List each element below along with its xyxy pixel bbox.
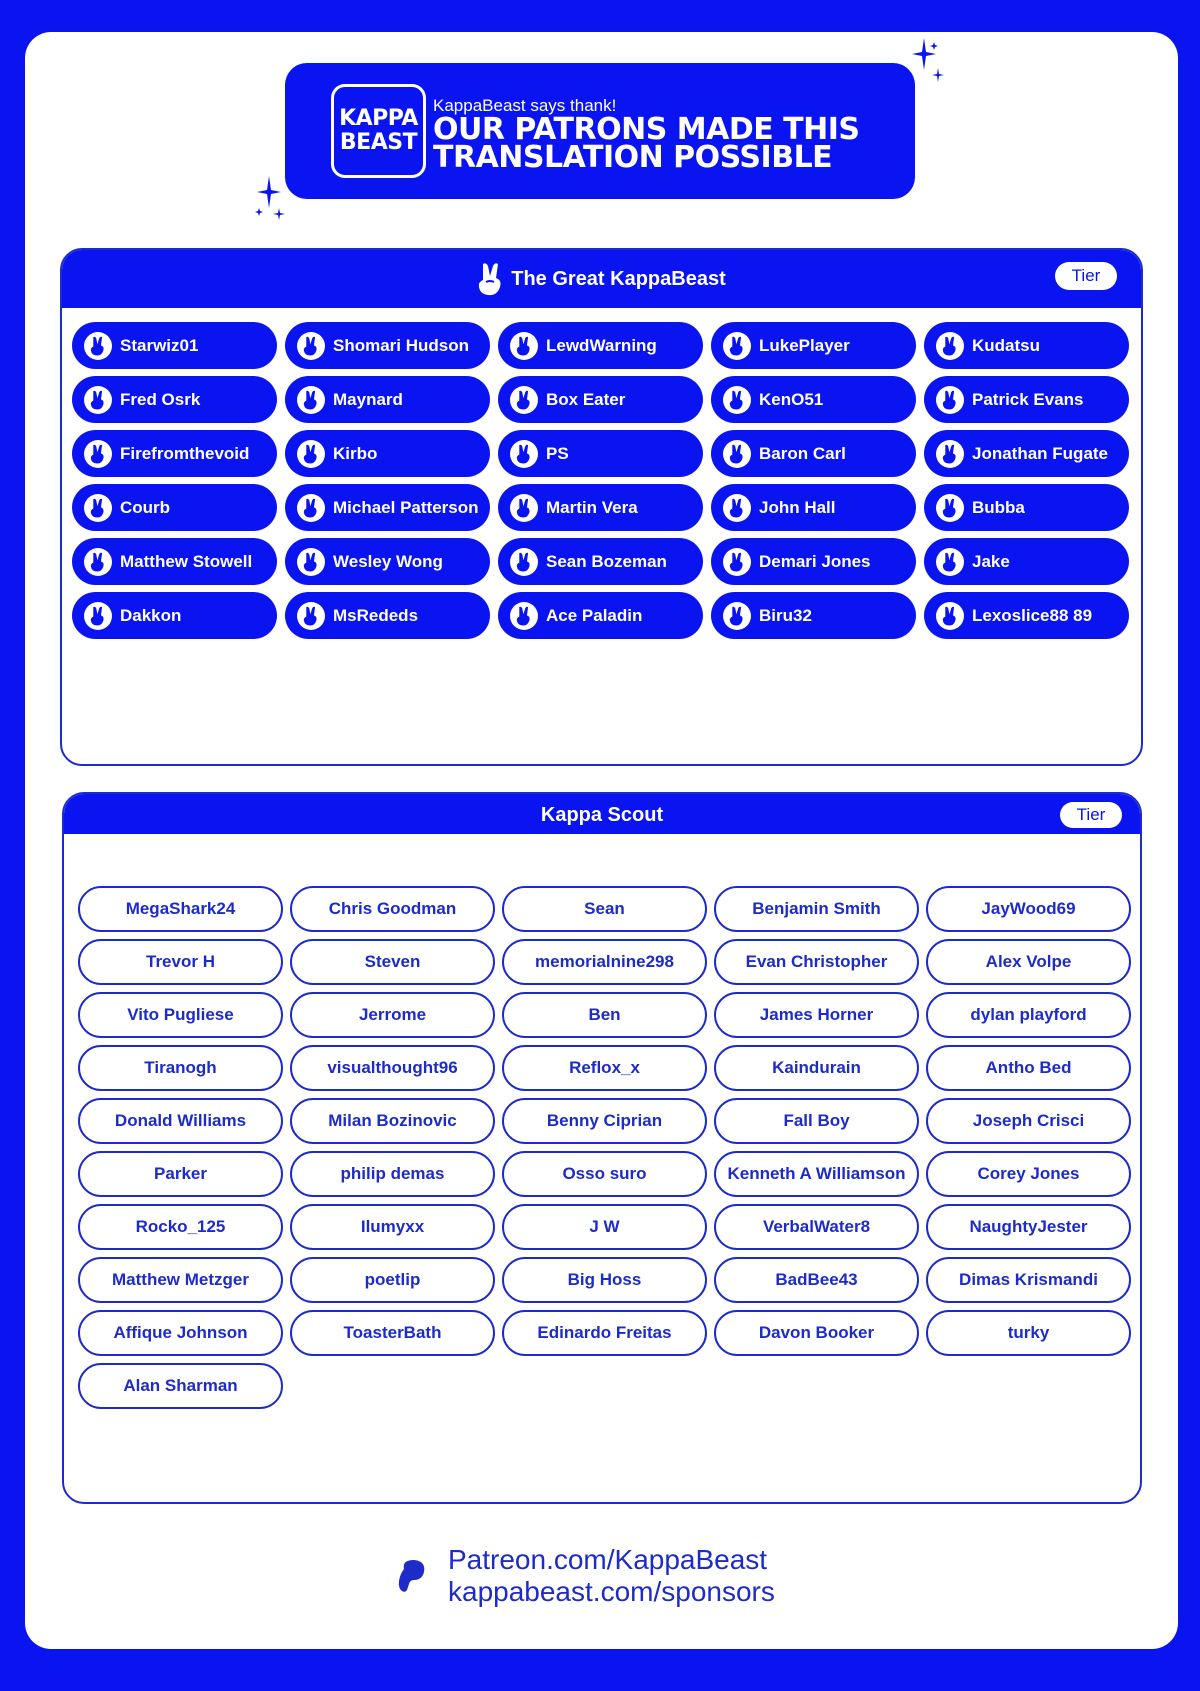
kappabeast-logo [331,84,426,178]
patron-name: NaughtyJester [969,1217,1088,1236]
patron-pill [502,1045,707,1091]
patron-name: Joseph Crisci [972,1111,1085,1130]
patron-pill [78,1045,283,1091]
patron-pill [498,592,703,639]
patron-pill [290,1151,495,1197]
rock-hand-icon [510,440,538,468]
tier-button[interactable]: Tier [1055,262,1117,290]
patron-pill [502,886,707,932]
patron-name: MsRededs [333,605,419,625]
rock-hand-icon [477,262,505,296]
patron-pill [924,376,1129,423]
patron-name: KenO51 [759,389,824,409]
patron-name: Parker [154,1164,207,1183]
patron-pill [285,322,490,369]
banner-title-line-2: TRANSLATION POSSIBLE [433,140,833,175]
patron-name: Kudatsu [972,335,1040,355]
rock-hand-icon [510,494,538,522]
patron-pill [924,592,1129,639]
patron-pill [924,322,1129,369]
patron-name: poetlip [364,1270,421,1289]
patron-pill [78,886,283,932]
rock-hand-icon [936,548,964,576]
patron-name: visualthought96 [327,1058,458,1077]
patron-pill [926,886,1131,932]
patron-pill [78,939,283,985]
tier-title: Kappa Scout [540,804,664,826]
patron-name: Box Eater [546,389,626,409]
patron-name: PS [546,443,569,463]
patron-pill [498,484,703,531]
patron-name: Jerrome [358,1005,427,1024]
patron-pill [714,992,919,1038]
patron-name: Kirbo [333,443,378,463]
patron-name: Steven [364,952,421,971]
patron-pill [924,484,1129,531]
patron-name: Baron Carl [759,443,846,463]
patron-pill [714,939,919,985]
patron-pill [926,1310,1131,1356]
patron-name: Benjamin Smith [752,899,881,918]
patron-pill [78,1151,283,1197]
patron-name: Jake [972,551,1010,571]
patron-name: Patrick Evans [972,389,1084,409]
patron-name: Vito Pugliese [127,1005,234,1024]
patron-name: Kaindurain [772,1058,861,1077]
patron-name: Starwiz01 [120,335,199,355]
patron-pill [714,1257,919,1303]
rock-hand-icon [297,494,325,522]
rock-hand-icon [297,386,325,414]
patron-name: Fred Osrk [120,389,201,409]
rock-hand-icon [723,332,751,360]
patron-name: Davon Booker [758,1323,875,1342]
patron-name: John Hall [759,497,836,517]
patron-pill [711,322,916,369]
patron-name: James Horner [759,1005,874,1024]
patron-pill [498,430,703,477]
patron-name: Firefromthevoid [120,443,250,463]
patron-pill [290,1257,495,1303]
patron-pill [924,430,1129,477]
patron-name: Reflox_x [569,1058,640,1077]
patron-pill [711,376,916,423]
rock-hand-icon [723,548,751,576]
patron-pill [72,376,277,423]
rock-hand-icon [936,386,964,414]
patron-name: Michael Patterson [333,497,479,517]
patron-pill [714,1204,919,1250]
patron-pill [290,1045,495,1091]
patron-name: Martin Vera [546,497,638,517]
banner-subtitle: KappaBeast says thank! [433,96,617,115]
patreon-link[interactable]: Patreon.com/KappaBeast [448,1544,768,1575]
rock-hand-icon [84,494,112,522]
patron-name: Biru32 [759,605,812,625]
patron-pill [78,1310,283,1356]
rock-hand-icon [84,440,112,468]
patron-pill [498,322,703,369]
patron-pill [78,1257,283,1303]
patron-name: Evan Christopher [745,952,888,971]
patron-name: JayWood69 [981,899,1076,918]
banner-title [433,112,860,175]
patron-pill [926,1204,1131,1250]
patron-name: Tiranogh [144,1058,217,1077]
sparkle-icon [255,174,289,229]
rock-hand-icon [84,332,112,360]
patron-name: Kenneth A Williamson [727,1164,906,1183]
patron-name: Matthew Stowell [120,551,253,571]
patron-name: Dakkon [120,605,182,625]
rock-hand-icon [936,602,964,630]
patron-name: Ace Paladin [546,605,643,625]
rock-hand-icon [84,602,112,630]
banner-title-line-1: OUR PATRONS MADE THIS [433,112,860,147]
patron-name: Osso suro [562,1164,647,1183]
tier-header [62,250,1141,308]
patron-pill [290,1098,495,1144]
rock-hand-icon [510,548,538,576]
patron-pill [502,1151,707,1197]
footer-links [398,1544,775,1608]
patron-name: Wesley Wong [333,551,443,571]
tier-button[interactable]: Tier [1060,802,1122,828]
rock-hand-icon [84,386,112,414]
rock-hand-icon [936,494,964,522]
patron-name: Benny Ciprian [546,1111,663,1130]
patron-name: Affique Johnson [113,1323,248,1342]
patron-pill [714,1098,919,1144]
tier-section-great-kappabeast [60,248,1143,766]
rock-hand-icon [84,548,112,576]
patron-name: Bubba [972,497,1025,517]
patron-name: Trevor H [146,952,215,971]
rock-hand-icon [723,440,751,468]
patron-pill [285,592,490,639]
patron-pill [498,376,703,423]
tier-header [64,794,1140,834]
patron-pill [285,430,490,477]
patron-name: Edinardo Freitas [537,1323,672,1342]
patron-name: ToasterBath [343,1323,442,1342]
patron-name: Maynard [333,389,403,409]
patron-pill [290,1204,495,1250]
patron-name: Big Hoss [567,1270,642,1289]
patron-pill [714,1151,919,1197]
patron-name: LewdWarning [546,335,657,355]
patron-name: philip demas [340,1164,445,1183]
patron-pill [72,592,277,639]
patron-pill [78,1204,283,1250]
rock-hand-icon [723,494,751,522]
patron-name: Ben [588,1005,621,1024]
patron-pill [72,322,277,369]
patron-name: memorialnine298 [535,952,674,971]
patreon-icon [398,1559,428,1593]
patron-name: Antho Bed [985,1058,1072,1077]
patron-pill [72,484,277,531]
tier-section-kappa-scout [62,792,1142,1504]
patron-name: dylan playford [970,1005,1087,1024]
rock-hand-icon [723,386,751,414]
patron-pill [290,939,495,985]
patron-pill [711,430,916,477]
patron-pill [502,1204,707,1250]
patron-name: Shomari Hudson [333,335,470,355]
patron-pill [714,1045,919,1091]
patron-name: Donald Williams [114,1111,247,1130]
patron-name: Demari Jones [759,551,871,571]
patron-pill [285,484,490,531]
rock-hand-icon [510,602,538,630]
patron-name: LukePlayer [759,335,850,355]
patron-pill [290,886,495,932]
patron-name: Matthew Metzger [112,1270,249,1289]
patron-pill [711,592,916,639]
patron-pill [72,430,277,477]
patron-name: Chris Goodman [328,899,457,918]
sparkle-icon [912,38,946,93]
tier-title: The Great KappaBeast [511,268,726,290]
logo-line-2: BEAST [339,130,418,155]
patron-name: Dimas Krismandi [959,1270,1098,1289]
patron-pill [502,939,707,985]
rock-hand-icon [723,602,751,630]
rock-hand-icon [510,386,538,414]
patron-pill [78,1098,283,1144]
patron-pill [72,538,277,585]
patron-name: turky [1007,1323,1050,1342]
patron-name: Fall Boy [783,1111,850,1130]
patron-name: Courb [120,497,171,517]
patron-pill [926,992,1131,1038]
patron-name: VerbalWater8 [762,1217,871,1236]
patron-pill [502,992,707,1038]
patron-name: Sean [584,899,625,918]
rock-hand-icon [297,440,325,468]
patron-pill [926,1257,1131,1303]
patron-pill [924,538,1129,585]
rock-hand-icon [936,440,964,468]
patron-name: Corey Jones [977,1164,1080,1183]
patron-pill [926,1045,1131,1091]
patron-pill [502,1310,707,1356]
patron-pill [926,1151,1131,1197]
patron-name: Lexoslice88 89 [972,605,1093,625]
patron-pill [290,1310,495,1356]
rock-hand-icon [297,332,325,360]
logo-line-1: KAPPA [339,106,418,131]
patron-name: Alex Volpe [985,952,1072,971]
patron-name: BadBee43 [775,1270,858,1289]
patron-pill [926,939,1131,985]
patron-pill [502,1098,707,1144]
rock-hand-icon [297,602,325,630]
patron-name: MegaShark24 [125,899,236,918]
patron-pill [78,992,283,1038]
sponsors-link[interactable]: kappabeast.com/sponsors [448,1576,775,1607]
patron-pill [711,484,916,531]
patron-pill [714,1310,919,1356]
patron-grid-great-kappabeast [72,322,1129,639]
patron-pill [285,538,490,585]
rock-hand-icon [297,548,325,576]
patron-pill [502,1257,707,1303]
patron-name: J W [589,1217,620,1236]
patron-pill [714,886,919,932]
rock-hand-icon [936,332,964,360]
patron-pill [498,538,703,585]
patron-pill [711,538,916,585]
patron-pill [78,1363,283,1409]
patron-name: Milan Bozinovic [328,1111,457,1130]
patron-pill [285,376,490,423]
patron-name: Ilumyxx [360,1217,425,1236]
patron-name: Sean Bozeman [546,551,667,571]
rock-hand-icon [510,332,538,360]
patron-pill [290,992,495,1038]
patron-pill [926,1098,1131,1144]
patron-grid-kappa-scout [78,886,1131,1409]
patron-name: Jonathan Fugate [972,443,1109,463]
patron-name: Alan Sharman [123,1376,238,1395]
patron-name: Rocko_125 [135,1217,226,1236]
